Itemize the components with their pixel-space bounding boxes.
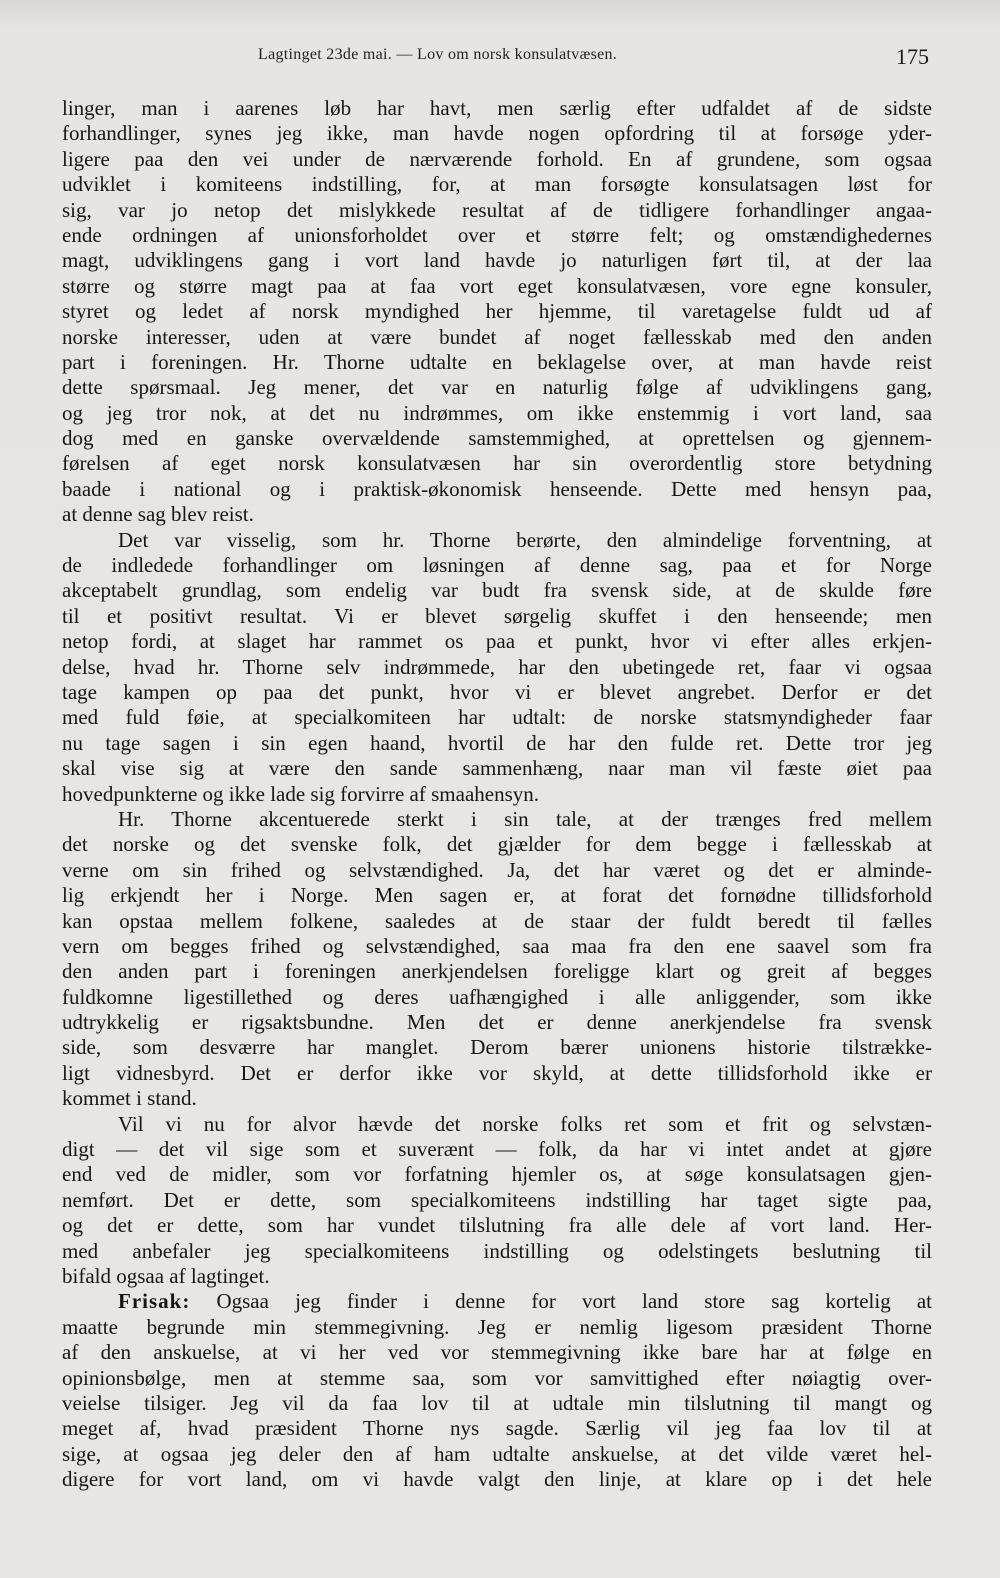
line-text: kommet i stand. <box>62 1086 197 1111</box>
text-line <box>62 655 932 680</box>
text-line <box>62 1010 932 1035</box>
line-text: kan opstaa mellem folkene, saaledes at de staar der fuldt beredt til fælles <box>62 908 932 933</box>
text-line <box>62 248 932 273</box>
line-text: bifald ogsaa af lagtinget. <box>62 1263 270 1288</box>
line-text: linger, man i aarenes løb har havt, men særlig efter udfaldet af de sidste <box>62 96 932 120</box>
text-line <box>62 629 932 654</box>
line-text: end ved de midler, som vor forfatning hjemler os, at søge konsulatsagen gjen- <box>62 1162 932 1187</box>
line-text: norske interesser, uden at være bundet af noget fællesskab med den anden <box>62 324 932 349</box>
line-text: med anbefaler jeg specialkomiteens indstilling og odelstingets beslutning til <box>62 1238 932 1263</box>
text-line <box>62 96 932 121</box>
line-text: Det var visselig, som hr. Thorne berørte, den almindelige forventning, at <box>118 527 932 552</box>
text-line <box>62 426 932 451</box>
text-line <box>62 325 932 350</box>
text-line <box>62 756 932 781</box>
text-line <box>62 1416 932 1441</box>
text-line <box>62 1086 932 1111</box>
text-line <box>62 375 932 400</box>
text-line <box>62 528 932 553</box>
text-line <box>62 604 932 629</box>
line-text: ende ordningen af unionsforholdet over et større felt; og omstændighedernes <box>62 222 932 247</box>
running-head: Lagtinget 23de mai. — Lov om norsk konsulatvæsen. <box>258 46 618 63</box>
line-text: akceptabelt grundlag, som endelig var budt fra svensk side, at de skulde føre <box>62 578 932 603</box>
line-text: til et positivt resultat. Vi er blevet sørgelig skuffet i den henseende; men <box>62 603 932 628</box>
line-text: sige, at ogsaa jeg deler den af ham udtalte anskuelse, at det vilde været hel- <box>62 1441 932 1466</box>
text-line <box>62 782 932 807</box>
line-text: dog med en ganske overvældende samstemmighed, at oprettelsen og gjennem- <box>62 426 932 451</box>
text-line <box>62 731 932 756</box>
line-text: vern om begges frihed og selvstændighed, saa maa fra den ene saavel som fra <box>62 933 932 958</box>
text-line <box>62 553 932 578</box>
text-line <box>62 1035 932 1060</box>
text-line <box>62 1239 932 1264</box>
line-text: skal vise sig at være den sande sammenhæng, naar man vil fæste øiet paa <box>62 756 932 781</box>
line-text: nemført. Det er dette, som specialkomiteens indstilling har taget sigte paa, <box>62 1187 932 1212</box>
line-text: tage kampen op paa det punkt, hvor vi er blevet angrebet. Derfor er det <box>62 679 932 704</box>
line-text: sig, var jo netop det mislykkede resultat af de tidligere forhandlinger angaa- <box>62 197 932 222</box>
text-line <box>62 1137 932 1162</box>
line-text: udviklet i komiteens indstilling, for, at man forsøgte konsulatsagen løst for <box>62 172 932 197</box>
text-line <box>62 299 932 324</box>
text-line <box>62 274 932 299</box>
line-text: maatte begrunde min stemmegivning. Jeg er nemlig ligesom præsident Thorne <box>62 1314 932 1339</box>
text-line <box>62 959 932 984</box>
text-line <box>62 401 932 426</box>
text-line <box>62 1467 932 1492</box>
text-line <box>62 1264 932 1289</box>
text-line <box>62 578 932 603</box>
page-number: 175 <box>896 44 929 69</box>
text-line <box>62 909 932 934</box>
text-line <box>62 858 932 883</box>
text-line <box>62 1442 932 1467</box>
text-line <box>62 223 932 248</box>
body-text <box>62 96 932 1492</box>
line-text: baade i national og i praktisk-økonomisk henseende. Dette med hensyn paa, <box>62 476 932 501</box>
text-line <box>62 705 932 730</box>
text-line <box>62 1289 932 1314</box>
text-line <box>62 807 932 832</box>
text-line <box>62 502 932 527</box>
text-line <box>62 832 932 857</box>
line-text: ligere paa den vei under de nærværende forhold. En af grundene, som ogsaa <box>62 146 932 171</box>
text-line <box>62 198 932 223</box>
line-text: nu tage sagen i sin egen haand, hvortil de har den fulde ret. Dette tror jeg <box>62 730 932 755</box>
text-line <box>62 1366 932 1391</box>
line-text: dette spørsmaal. Jeg mener, det var en naturlig følge af udviklingens gang, <box>62 375 932 400</box>
line-text: førelsen af eget norsk konsulatvæsen har sin overordentlig store betydning <box>62 451 932 476</box>
line-text: opinionsbølge, men at stemme saa, som vor samvittighed efter nøiagtig over- <box>62 1365 932 1390</box>
text-line <box>62 147 932 172</box>
line-text: at denne sag blev reist. <box>62 502 254 527</box>
line-text: meget af, hvad præsident Thorne nys sagde. Særlig vil jeg faa lov til at <box>62 1416 932 1441</box>
text-line <box>62 1340 932 1365</box>
text-line <box>62 1391 932 1416</box>
line-text: fuldkomne ligestillethed og deres uafhængighed i alle anliggender, som ikke <box>62 984 932 1009</box>
text-line <box>62 1315 932 1340</box>
line-text: Hr. Thorne akcentuerede sterkt i sin tale, at der trænges fred mellem <box>118 806 932 831</box>
line-text: de indledede forhandlinger om løsningen af denne sag, paa et for Norge <box>62 553 932 578</box>
speaker-name: Frisak: <box>118 1289 191 1314</box>
line-text: og det er dette, som har vundet tilslutning fra alle dele af vort land. Her- <box>62 1213 932 1238</box>
line-text: styret og ledet af norsk myndighed her hjemme, til varetagelse fuldt ud af <box>62 299 932 324</box>
text-line <box>62 934 932 959</box>
line-text: udtrykkelig er rigsaktsbundne. Men det er denne anerkjendelse fra svensk <box>62 1010 932 1035</box>
line-text: verne om sin frihed og selvstændighed. Ja, det har været og det er alminde- <box>62 857 932 882</box>
text-line <box>62 985 932 1010</box>
line-text: hovedpunkterne og ikke lade sig forvirre af smaahensyn. <box>62 781 540 806</box>
line-text: og jeg tror nok, at det nu indrømmes, om ikke enstemmig i vort land, saa <box>62 400 932 425</box>
line-text: større og større magt paa at faa vort eget konsulatvæsen, vore egne konsuler, <box>62 273 932 298</box>
line-text: lig erkjendt her i Norge. Men sagen er, at forat det fornødne tillidsforhold <box>62 883 932 908</box>
line-text: med fuld føie, at specialkomiteen har udtalt: de norske statsmyndigheder faar <box>62 705 932 730</box>
text-line <box>62 451 932 476</box>
text-line <box>62 121 932 146</box>
text-line <box>62 1162 932 1187</box>
line-text: af den anskuelse, at vi her ved vor stemmegivning ikke bare har at følge en <box>62 1340 932 1365</box>
line-text: det norske og det svenske folk, det gjælder for dem begge i fællesskab at <box>62 832 932 857</box>
line-text: digt — det vil sige som et suverænt — folk, da har vi intet andet at gjøre <box>62 1137 932 1162</box>
line-text: ligt vidnesbyrd. Det er derfor ikke vor skyld, at dette tillidsforhold ikke er <box>62 1060 932 1085</box>
text-line <box>62 883 932 908</box>
text-line <box>62 350 932 375</box>
line-text: den anden part i foreningen anerkjendelsen foreligge klart og greit af begges <box>62 959 932 984</box>
text-line <box>62 1213 932 1238</box>
text-line <box>62 1112 932 1137</box>
line-text: Vil vi nu for alvor hævde det norske folks ret som et frit og selvstæn- <box>118 1111 932 1136</box>
line-text: forhandlinger, synes jeg ikke, man havde nogen opfordring til at forsøge yder- <box>62 121 932 146</box>
line-text: magt, udviklingens gang i vort land havde jo naturligen ført til, at der laa <box>62 248 932 273</box>
text-line <box>62 1061 932 1086</box>
line-text: digere for vort land, om vi havde valgt den linje, at klare op i det hele <box>62 1467 932 1492</box>
text-line <box>62 477 932 502</box>
line-text: netop fordi, at slaget har rammet os paa et punkt, hvor vi efter alles erkjen- <box>62 629 932 654</box>
line-text: delse, hvad hr. Thorne selv indrømmede, har den ubetingede ret, faar vi ogsaa <box>62 654 932 679</box>
line-text: side, som desværre har manglet. Derom bærer unionens historie tilstrække- <box>62 1035 932 1060</box>
text-line <box>62 172 932 197</box>
text-line <box>62 680 932 705</box>
line-text: veielse tilsiger. Jeg vil da faa lov til at udtale min tilslutning til mangt og <box>62 1390 932 1415</box>
text-line <box>62 1188 932 1213</box>
line-text: Ogsaa jeg finder i denne for vort land store sag kortelig at <box>216 1289 932 1314</box>
line-text: part i foreningen. Hr. Thorne udtalte en beklagelse over, at man havde reist <box>62 349 932 374</box>
